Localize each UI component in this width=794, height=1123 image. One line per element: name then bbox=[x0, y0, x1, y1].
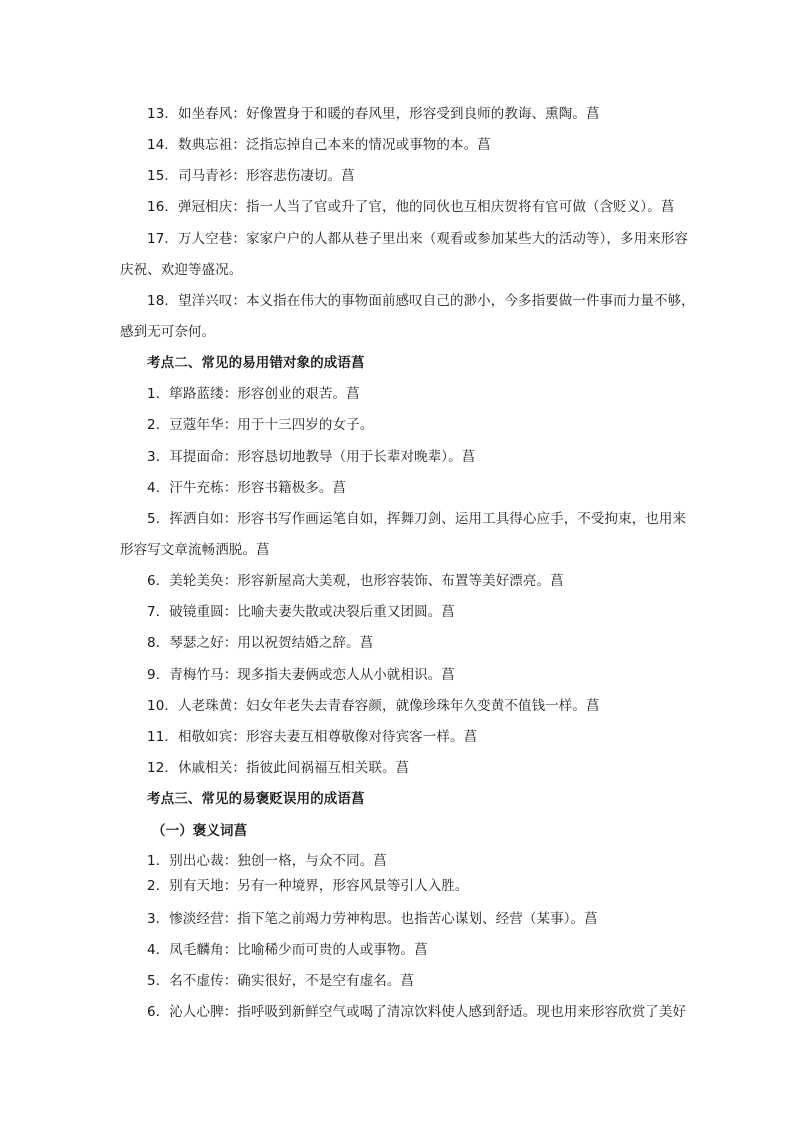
text-line: 3．耳提面命：形容恳切地教导（用于长辈对晚辈）。菖 bbox=[147, 449, 476, 465]
text-line: 7．破镜重圆：比喻夫妻失散或决裂后重又团圆。菖 bbox=[147, 604, 455, 620]
text-line: 3．惨淡经营：指下笔之前竭力劳神构思。也指苦心谋划、经营（某事）。菖 bbox=[147, 911, 598, 927]
text-line: 12．休戚相关：指彼此间祸福互相关联。菖 bbox=[147, 760, 410, 776]
text-line: 10．人老珠黄：妇女年老失去青春容颜，就像珍珠年久变黄不值钱一样。菖 bbox=[147, 698, 600, 714]
subsection-heading: （一）褒义词菖 bbox=[152, 823, 248, 839]
text-line: 8．琴瑟之好：用以祝贺结婚之辞。菖 bbox=[147, 635, 374, 651]
text-line: 17．万人空巷：家家户户的人都从巷子里出来（观看或参加某些大的活动等），多用来形容 bbox=[147, 231, 689, 247]
text-line: 9．青梅竹马：现多指夫妻俩或恋人从小就相识。菖 bbox=[147, 667, 455, 683]
text-line: 6．美轮美奂：形容新屋高大美观，也形容装饰、布置等美好漂亮。菖 bbox=[147, 573, 564, 589]
text-line: 4．凤毛麟角：比喻稀少而可贵的人或事物。菖 bbox=[147, 942, 428, 958]
text-line: 1．筚路蓝缕：形容创业的艰苦。菖 bbox=[147, 386, 360, 402]
text-line: 1．别出心裁：独创一格，与众不同。菖 bbox=[147, 853, 387, 869]
text-line: 4．汗牛充栋：形容书籍极多。菖 bbox=[147, 480, 347, 496]
text-line: 2．豆蔻年华：用于十三四岁的女子。 bbox=[147, 417, 374, 433]
text-line: 18．望洋兴叹：本义指在伟大的事物面前感叹自己的渺小，今多指要做一件事而力量不够， bbox=[147, 293, 695, 309]
text-line: 13．如坐春风：好像置身于和暖的春风里，形容受到良师的教诲、熏陶。菖 bbox=[147, 106, 600, 122]
text-line: 6．沁人心脾：指呼吸到新鲜空气或喝了清凉饮料使人感到舒适。现也用来形容欣赏了美好 bbox=[147, 1004, 687, 1020]
text-line: 5．名不虚传：确实很好，不是空有虚名。菖 bbox=[147, 973, 415, 989]
text-line: 15．司马青衫：形容悲伤凄切。菖 bbox=[147, 168, 355, 184]
text-line: 5．挥洒自如：形容书写作画运笔自如，挥舞刀剑、运用工具得心应手，不受拘束，也用来 bbox=[147, 511, 687, 527]
text-line: 感到无可奈何。 bbox=[120, 324, 216, 340]
text-line: 2．别有天地：另有一种境界，形容风景等引人入胜。 bbox=[147, 878, 469, 894]
text-line: 16．弹冠相庆：指一人当了官或升了官，他的同伙也互相庆贺将有官可做（含贬义）。菖 bbox=[147, 199, 675, 215]
text-line: 11．相敬如宾：形容夫妻互相尊敬像对待宾客一样。菖 bbox=[147, 729, 478, 745]
text-line: 庆祝、欢迎等盛况。 bbox=[120, 262, 243, 278]
section-heading: 考点三、常见的易褒贬误用的成语菖 bbox=[147, 791, 365, 807]
text-line: 形容写文章流畅洒脱。菖 bbox=[120, 542, 270, 558]
section-heading: 考点二、常见的易用错对象的成语菖 bbox=[147, 355, 365, 371]
text-line: 14．数典忘祖：泛指忘掉自己本来的情况或事物的本。菖 bbox=[147, 137, 491, 153]
